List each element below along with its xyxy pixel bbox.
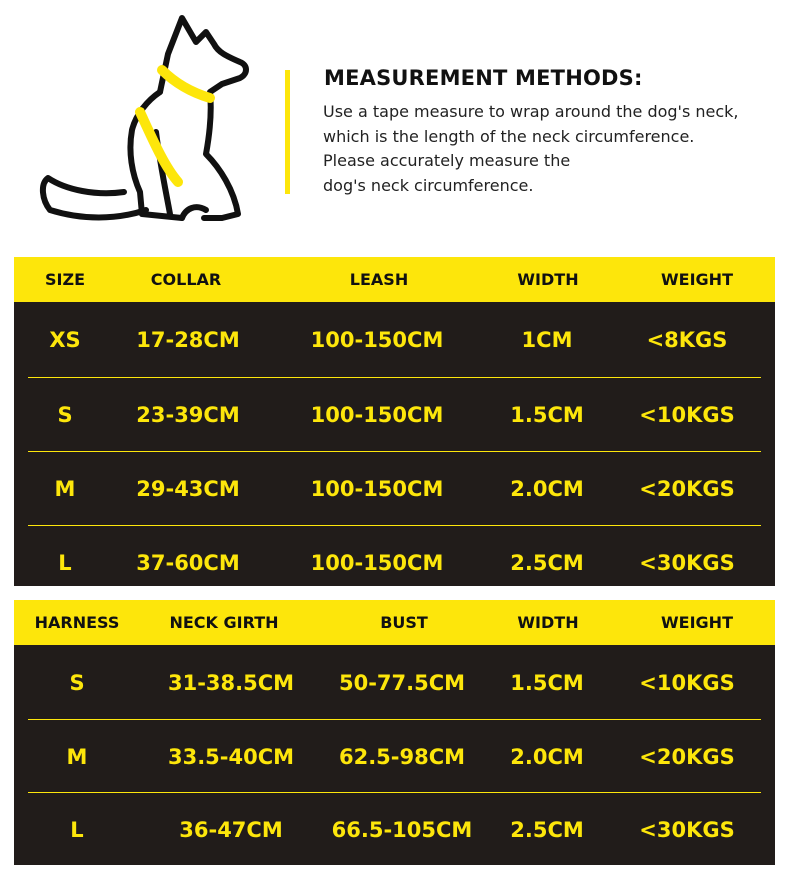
collar-cell: 37-60CM (136, 551, 240, 575)
width-cell: 2.0CM (510, 744, 584, 769)
description-line: dog's neck circumference. (323, 175, 534, 195)
header-harness: HARNESS (34, 613, 120, 632)
harness-size-cell: S (69, 670, 85, 695)
leash-cell: 100-150CM (310, 328, 444, 352)
width-cell: 1.5CM (510, 403, 584, 427)
bust-cell: 62.5-98CM (338, 744, 466, 769)
harness-size-table (14, 600, 775, 865)
header-neck-girth: NECK GIRTH (169, 613, 279, 632)
harness-size-cell: L (70, 817, 84, 842)
collar-cell: 29-43CM (136, 477, 240, 501)
table-row (14, 793, 775, 866)
leash-cell: 100-150CM (310, 403, 444, 427)
header-leash: LEASH (349, 270, 409, 289)
harness-size-cell: M (66, 744, 88, 769)
size-cell: L (58, 551, 72, 575)
width-cell: 1CM (521, 328, 573, 352)
leash-cell: 100-150CM (310, 551, 444, 575)
width-cell: 2.0CM (510, 477, 584, 501)
size-cell: M (54, 477, 76, 501)
description-line: Use a tape measure to wrap around the dog's neck, (323, 102, 739, 121)
measurement-heading: MEASUREMENT METHODS: (324, 66, 643, 90)
neck-girth-cell: 36-47CM (179, 817, 283, 842)
dog-illustration-icon (36, 14, 256, 230)
accent-divider (285, 70, 290, 194)
neck-girth-cell: 33.5-40CM (167, 744, 295, 769)
weight-cell: <20KGS (639, 744, 735, 769)
table-row (14, 526, 775, 600)
collar-cell: 23-39CM (136, 403, 240, 427)
width-cell: 1.5CM (510, 670, 584, 695)
table-row (14, 720, 775, 793)
bust-cell: 50-77.5CM (338, 670, 466, 695)
header-weight: WEIGHT (661, 613, 733, 632)
collar-cell: 17-28CM (136, 328, 240, 352)
header-bust: BUST (380, 613, 428, 632)
leash-cell: 100-150CM (310, 477, 444, 501)
table-row (14, 452, 775, 526)
table-header (14, 600, 775, 645)
weight-cell: <20KGS (639, 477, 735, 501)
size-cell: S (57, 403, 73, 427)
table-header (14, 257, 775, 302)
width-cell: 2.5CM (510, 551, 584, 575)
header-size: SIZE (44, 270, 86, 289)
description-line: Please accurately measure the (323, 151, 571, 170)
table-row (14, 302, 775, 378)
width-cell: 2.5CM (510, 817, 584, 842)
header-weight: WEIGHT (661, 270, 733, 289)
header-collar: COLLAR (150, 270, 222, 289)
weight-cell: <30KGS (639, 817, 735, 842)
table-row (14, 378, 775, 452)
collar-size-table (14, 257, 775, 586)
weight-cell: <10KGS (639, 403, 735, 427)
measurement-description (323, 100, 785, 198)
weight-cell: <10KGS (639, 670, 735, 695)
neck-girth-cell: 31-38.5CM (167, 670, 295, 695)
weight-cell: <8KGS (646, 328, 728, 352)
header-width: WIDTH (517, 270, 579, 289)
weight-cell: <30KGS (639, 551, 735, 575)
description-line: which is the length of the neck circumference. (323, 126, 695, 146)
bust-cell: 66.5-105CM (331, 817, 473, 842)
header-width: WIDTH (517, 613, 579, 632)
size-cell: XS (49, 328, 81, 352)
table-row (14, 645, 775, 720)
